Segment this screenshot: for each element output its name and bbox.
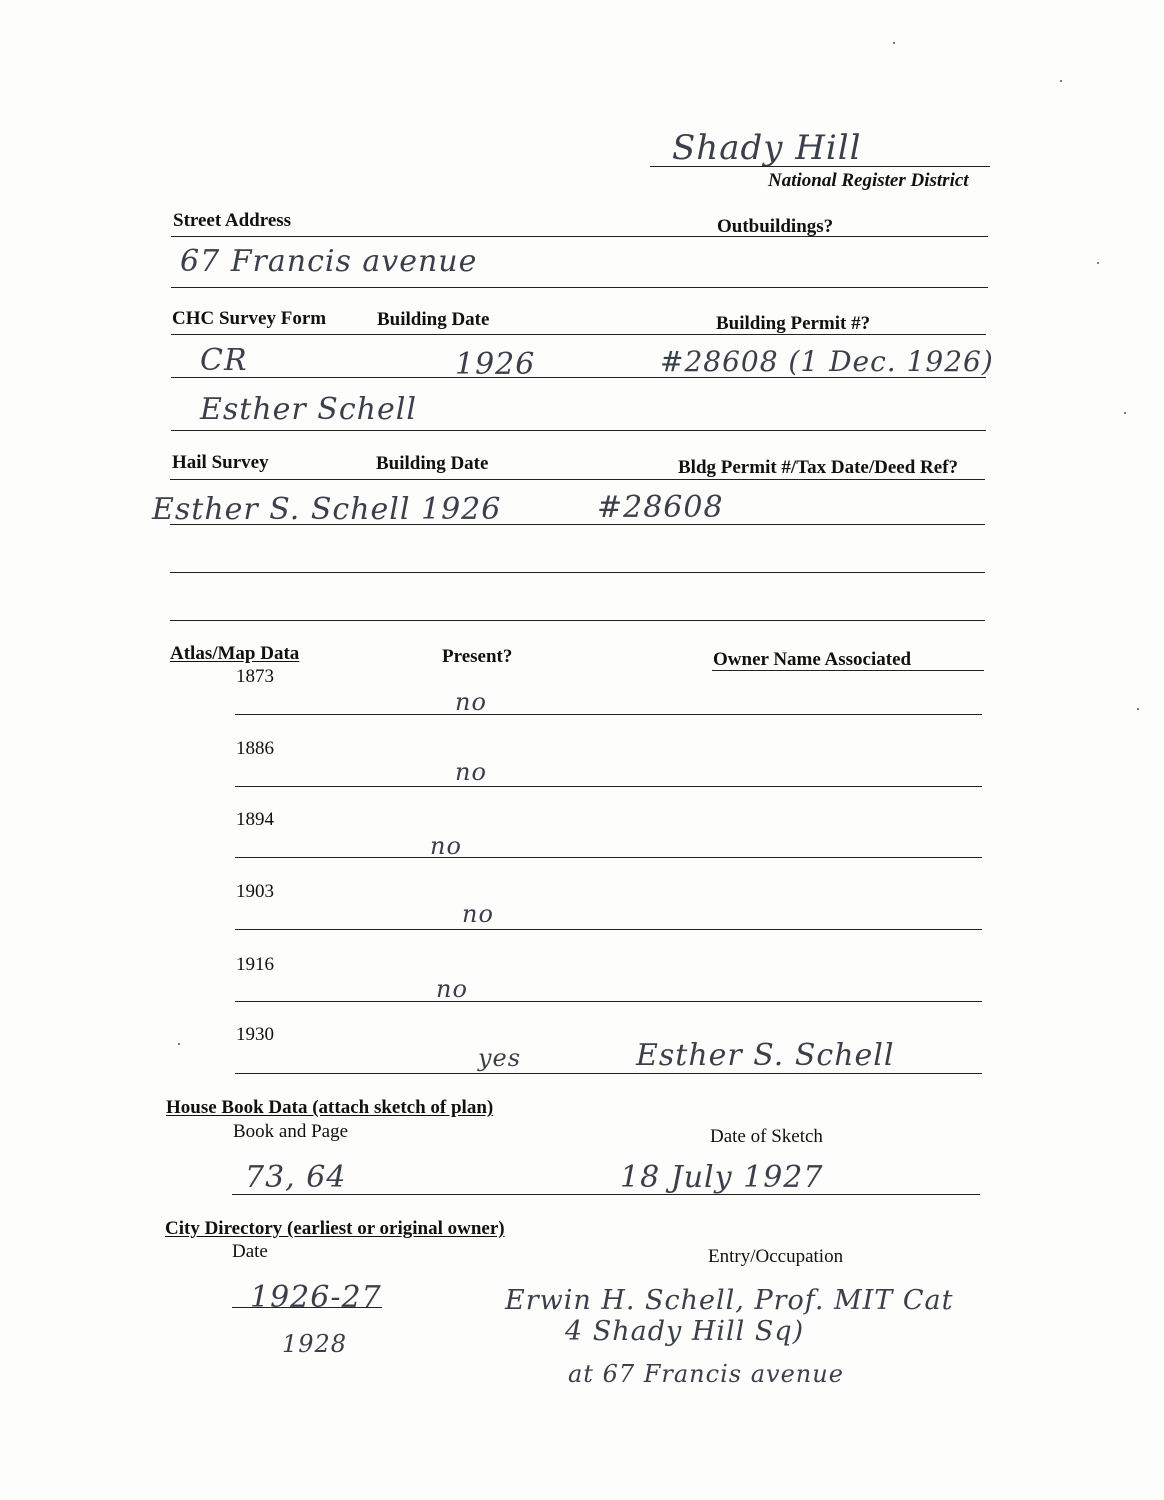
street-address-label: Street Address [173,210,292,231]
bldg-permit-tax-label: Bldg Permit #/Tax Date/Deed Ref? [678,457,959,478]
atlas-row-line [235,857,982,858]
date-of-sketch-value: 18 July 1927 [620,1160,824,1195]
atlas-year: 1916 [236,954,274,975]
chc-form-value: CR [200,343,248,378]
owner-name-underline [712,670,984,671]
hail-header-line [170,479,985,480]
building-permit-label: Building Permit #? [716,313,871,334]
chc-owner-value: Esther Schell [200,392,417,427]
date-of-sketch-label: Date of Sketch [710,1126,823,1147]
district-handwritten: Shady Hill [672,128,862,168]
directory-date-line [232,1307,382,1308]
hail-blank-line-1 [170,572,985,573]
street-address-value-line [171,287,988,288]
hail-value-line [170,524,985,525]
scan-speck [178,1043,180,1045]
book-and-page-value: 73, 64 [245,1160,347,1195]
atlas-row-line [235,929,982,930]
directory-entry-1: Erwin H. Schell, Prof. MIT Cat [505,1285,954,1316]
chc-building-date-value: 1926 [455,347,536,382]
directory-date-label: Date [232,1241,268,1262]
scan-speck [893,42,895,44]
hail-permit-value: #28608 [597,490,724,525]
atlas-owner: Esther S. Schell [636,1038,895,1073]
directory-date-1: 1926-27 [250,1280,382,1315]
atlas-map-data-label: Atlas/Map Data [170,643,300,664]
outbuildings-label: Outbuildings? [717,216,834,237]
atlas-present: no [455,758,487,786]
scan-speck [1060,80,1062,82]
street-address-value: 67 Francis avenue [180,244,478,279]
hail-building-date-label: Building Date [376,453,489,474]
scan-speck [1137,708,1139,710]
atlas-year: 1873 [236,666,274,687]
present-label: Present? [442,646,513,667]
district-line [650,166,990,167]
atlas-row-line [235,1073,982,1074]
house-book-data-label: House Book Data (attach sketch of plan) [166,1097,494,1118]
chc-building-date-label: Building Date [377,309,490,330]
atlas-row-line [235,714,982,715]
atlas-row-line [235,786,982,787]
chc-survey-form-label: CHC Survey Form [172,308,327,329]
city-directory-label: City Directory (earliest or original owner) [165,1218,505,1239]
directory-entry-2: 4 Shady Hill Sq) [565,1316,805,1347]
owner-name-label: Owner Name Associated [713,649,912,670]
atlas-year: 1930 [236,1024,274,1045]
house-book-line [232,1194,980,1195]
atlas-year: 1903 [236,881,274,902]
hail-blank-line-2 [170,620,985,621]
atlas-year: 1894 [236,809,274,830]
scan-speck [1097,262,1099,264]
entry-occupation-label: Entry/Occupation [708,1246,844,1267]
book-and-page-label: Book and Page [233,1121,349,1142]
chc-owner-line [171,430,986,431]
atlas-present: no [430,832,462,860]
atlas-present: no [455,688,487,716]
district-label: National Register District [768,170,969,191]
atlas-present: no [436,975,468,1003]
street-address-line [171,236,988,237]
atlas-present: yes [478,1044,522,1072]
building-permit-value: #28608 (1 Dec. 1926) [660,345,994,378]
atlas-year: 1886 [236,738,274,759]
chc-value-line [171,377,986,378]
scan-speck [1124,412,1126,414]
directory-date-2: 1928 [282,1330,348,1358]
hail-survey-label: Hail Survey [172,452,269,473]
hail-entry-value: Esther S. Schell 1926 [152,492,502,527]
atlas-present: no [462,900,494,928]
chc-header-line [171,334,986,335]
atlas-row-line [235,1001,982,1002]
directory-entry-3: at 67 Francis avenue [568,1360,844,1388]
